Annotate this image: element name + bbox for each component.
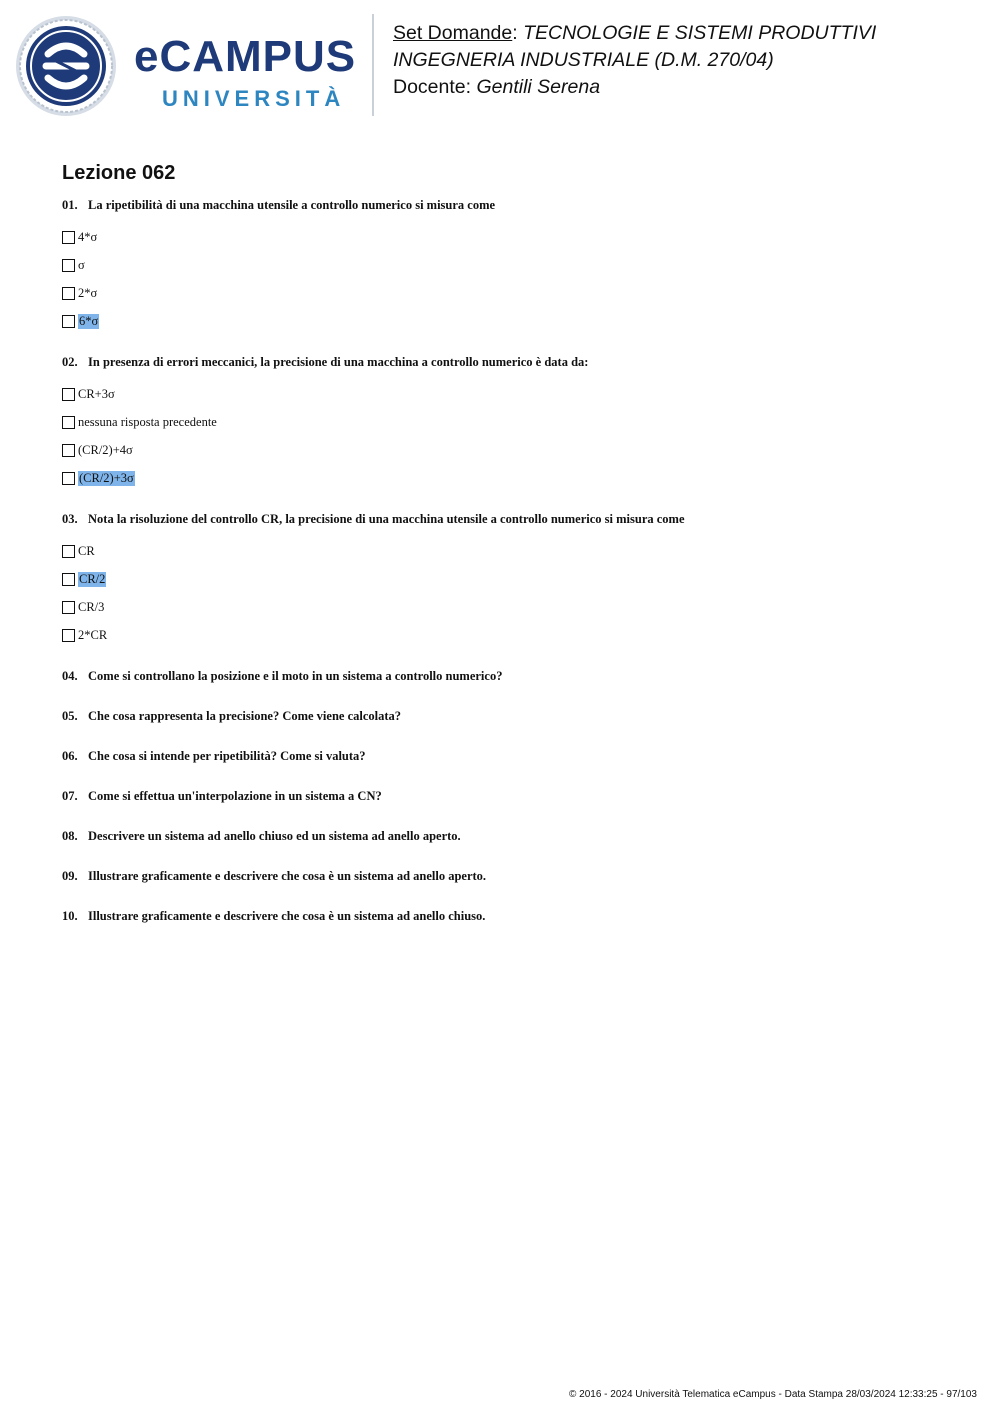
question-number: 09. <box>62 869 78 883</box>
checkbox-icon[interactable] <box>62 231 75 244</box>
ecampus-logo <box>14 14 359 118</box>
question-01 <box>62 197 962 335</box>
logo-brand-text: eCAMPUS <box>134 32 357 81</box>
answer-option-correct[interactable] <box>62 307 962 335</box>
answer-option[interactable] <box>62 408 962 436</box>
answer-option[interactable] <box>62 279 962 307</box>
checkbox-icon[interactable] <box>62 259 75 272</box>
answer-option[interactable] <box>62 621 962 649</box>
checkbox-icon[interactable] <box>62 388 75 401</box>
question-number: 03. <box>62 512 78 526</box>
answer-option[interactable] <box>62 380 962 408</box>
header-line-3 <box>393 74 993 101</box>
answer-option[interactable] <box>62 436 962 464</box>
option-label: CR+3σ <box>78 386 115 401</box>
answer-option-correct[interactable] <box>62 565 962 593</box>
question-label: Che cosa si intende per ripetibilità? Come si valuta? <box>88 749 366 763</box>
open-question-09 <box>62 868 962 884</box>
set-label: Set Domande <box>393 22 513 44</box>
teacher-label: Docente: <box>393 76 477 98</box>
question-label: La ripetibilità di una macchina utensile a controllo numerico si misura come <box>88 198 496 212</box>
question-label: Illustrare graficamente e descrivere che cosa è un sistema ad anello aperto. <box>88 869 487 883</box>
answer-option-correct[interactable] <box>62 464 962 492</box>
question-number: 04. <box>62 669 78 683</box>
answer-option[interactable] <box>62 537 962 565</box>
question-number: 01. <box>62 198 78 212</box>
question-label: Nota la risoluzione del controllo CR, la precisione di una macchina utensile a controllo numerico si misura come <box>88 512 685 526</box>
checkbox-icon[interactable] <box>62 601 75 614</box>
header-divider <box>372 14 374 116</box>
option-label: (CR/2)+4σ <box>78 442 133 457</box>
checkbox-icon[interactable] <box>62 545 75 558</box>
question-number: 08. <box>62 829 78 843</box>
course-title: TECNOLOGIE E SISTEMI PRODUTTIVI <box>523 22 877 44</box>
page-header <box>0 0 1000 130</box>
header-info <box>393 20 993 101</box>
header-line-2 <box>393 47 993 74</box>
question-02 <box>62 354 962 492</box>
option-label-highlighted: (CR/2)+3σ <box>79 470 134 485</box>
checkbox-icon[interactable] <box>62 444 75 457</box>
open-question-06 <box>62 748 962 764</box>
question-number: 07. <box>62 789 78 803</box>
checkbox-icon[interactable] <box>62 472 75 485</box>
logo-university-text: UNIVERSITÀ <box>162 86 346 111</box>
lesson-title: Lezione 062 <box>62 162 176 184</box>
option-label: 4*σ <box>78 229 98 244</box>
option-label: nessuna risposta precedente <box>78 414 217 429</box>
open-question-10 <box>62 908 962 924</box>
option-label: CR <box>78 543 95 558</box>
question-label: Descrivere un sistema ad anello chiuso ed un sistema ad anello aperto. <box>88 829 461 843</box>
answer-option[interactable] <box>62 251 962 279</box>
main-content <box>62 160 962 948</box>
ecampus-seal-icon <box>14 14 118 118</box>
question-label: Come si controllano la posizione e il moto in un sistema a controllo numerico? <box>88 669 503 683</box>
question-text <box>62 511 962 527</box>
question-number: 05. <box>62 709 78 723</box>
open-question-04 <box>62 668 962 684</box>
answer-option[interactable] <box>62 593 962 621</box>
page-footer: © 2016 - 2024 Università Telematica eCampus - Data Stampa 28/03/2024 12:33:25 - 97/103 <box>569 1389 977 1400</box>
checkbox-icon[interactable] <box>62 315 75 328</box>
option-label-highlighted: CR/2 <box>79 571 106 586</box>
answer-option[interactable] <box>62 223 962 251</box>
teacher-name: Gentili Serena <box>476 76 601 98</box>
question-03 <box>62 511 962 649</box>
question-label: Come si effettua un'interpolazione in un sistema a CN? <box>88 789 382 803</box>
checkbox-icon[interactable] <box>62 629 75 642</box>
option-label: CR/3 <box>78 599 105 614</box>
option-label: 2*σ <box>78 285 98 300</box>
open-question-08 <box>62 828 962 844</box>
open-question-05 <box>62 708 962 724</box>
checkbox-icon[interactable] <box>62 287 75 300</box>
option-label-highlighted: 6*σ <box>79 313 99 328</box>
set-colon: : <box>512 22 524 44</box>
question-label: In presenza di errori meccanici, la precisione di una macchina a controllo numerico è data da: <box>88 355 589 369</box>
question-number: 10. <box>62 909 78 923</box>
question-number: 06. <box>62 749 78 763</box>
question-number: 02. <box>62 355 78 369</box>
degree-name: INGEGNERIA INDUSTRIALE (D.M. 270/04) <box>393 49 774 71</box>
question-label: Illustrare graficamente e descrivere che cosa è un sistema ad anello chiuso. <box>88 909 486 923</box>
option-label: σ <box>78 257 85 272</box>
header-line-1 <box>393 20 993 47</box>
checkbox-icon[interactable] <box>62 573 75 586</box>
question-text <box>62 197 962 213</box>
option-label: 2*CR <box>78 627 108 642</box>
question-label: Che cosa rappresenta la precisione? Come viene calcolata? <box>88 709 402 723</box>
checkbox-icon[interactable] <box>62 416 75 429</box>
open-question-07 <box>62 788 962 804</box>
question-text <box>62 354 962 370</box>
